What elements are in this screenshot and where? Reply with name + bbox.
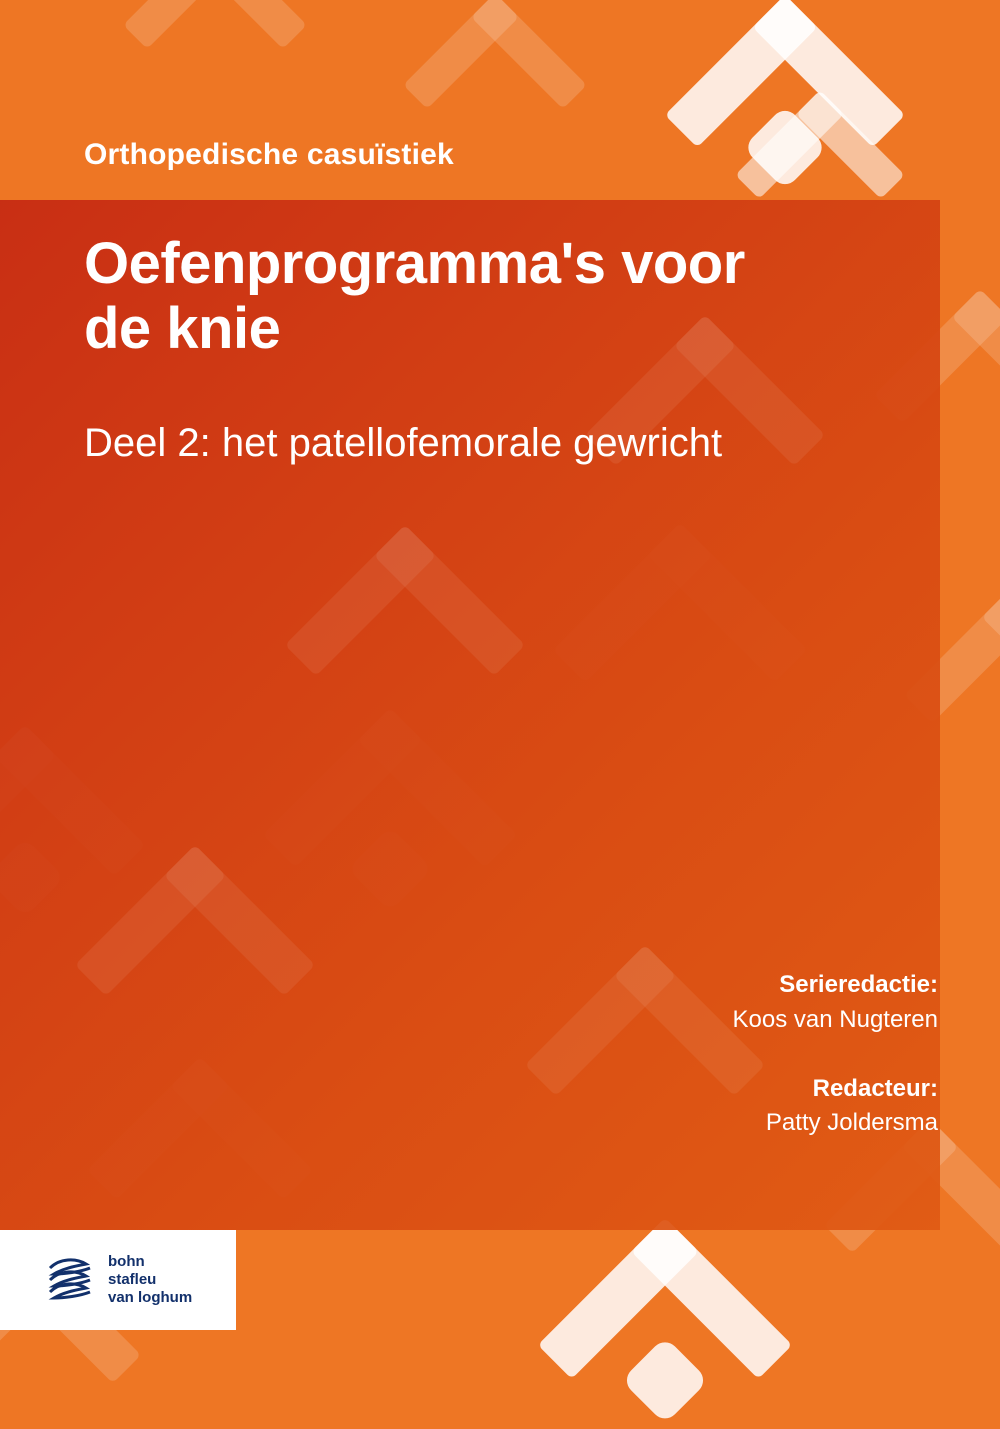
publisher-line-2: stafleu bbox=[108, 1271, 157, 1289]
publisher-logo bbox=[0, 1230, 236, 1330]
bsl-waves-icon bbox=[46, 1254, 100, 1306]
credits bbox=[418, 968, 938, 1141]
publisher-line-3: van loghum bbox=[108, 1288, 193, 1306]
publisher-line-1: bohn bbox=[108, 1253, 145, 1271]
series-label: Orthopedische casuïstiek bbox=[84, 138, 454, 171]
series-editor-name: Koos van Nugteren bbox=[732, 1005, 938, 1033]
chevron-icon bbox=[538, 1218, 793, 1429]
chevron-icon bbox=[123, 0, 307, 117]
credit-block-series-editor bbox=[418, 968, 938, 1038]
credit-block-editor bbox=[418, 1072, 938, 1142]
series-editor-role: Serieredactie: bbox=[779, 971, 938, 998]
editor-role: Redacteur: bbox=[812, 1074, 938, 1102]
publisher-name bbox=[108, 1253, 192, 1306]
page-title: Oefenprogramma's voor de knie bbox=[84, 231, 745, 361]
editor-name: Patty Joldersma bbox=[765, 1109, 938, 1137]
page-subtitle: Deel 2: het patellofemorale gewricht bbox=[84, 421, 723, 465]
